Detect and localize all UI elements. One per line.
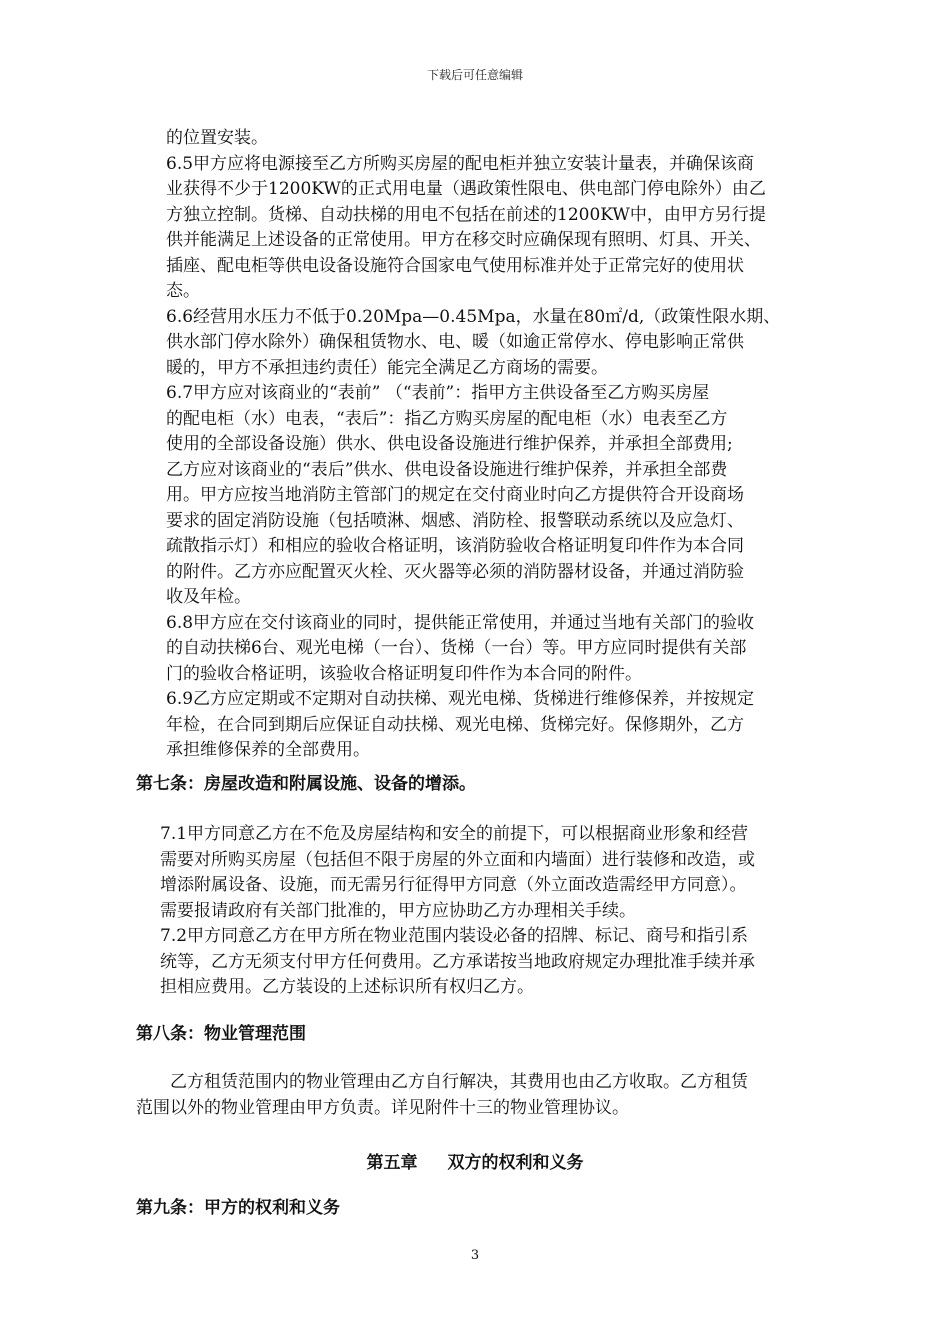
text-line: 业获得不少于1200KW的正式用电量（遇政策性限电、供电部门停电除外）由乙 [166, 179, 766, 199]
text-line: 6.5甲方应将电源接至乙方所购买房屋的配电柜并独立安装计量表，并确保该商 [166, 153, 755, 174]
text-line: 门的验收合格证明，该验收合格证明复印件作为本合同的附件。 [166, 663, 642, 684]
text-line: 的自动扶梯6台、观光电梯（一台）、货梯（一台）等。甲方应同时提供有关部 [166, 638, 747, 658]
text-line: 统等，乙方无须支付甲方任何费用。乙方承诺按当地政府规定办理批准手续并承 [160, 951, 755, 972]
section-6-clauses [136, 126, 836, 764]
text-line: 疏散指示灯）和相应的验收合格证明，该消防验收合格证明复印件作为本合同 [166, 536, 744, 556]
text-line: 7.1甲方同意乙方在不危及房屋结构和安全的前提下，可以根据商业形象和经营 [160, 824, 749, 844]
text-line: 年检，在合同到期后应保证自动扶梯、观光电梯、货梯完好。保修期外，乙方 [166, 714, 744, 735]
text-line: 的配电柜（水）电表，“表后”：指乙方购买房屋的配电柜（水）电表至乙方 [166, 408, 728, 429]
page-header: 下载后可任意编辑 [426, 68, 523, 82]
text-line: 需要对所购买房屋（包括但不限于房屋的外立面和内墙面）进行装修和改造，或 [160, 849, 755, 870]
text-line: 担相应费用。乙方装设的上述标识所有权归乙方。 [160, 977, 534, 997]
text-line: 7.2甲方同意乙方在甲方所在物业范围内装设必备的招牌、标记、商号和指引系 [160, 926, 749, 946]
text-line: 6.9乙方应定期或不定期对自动扶梯、观光电梯、货梯进行维修保养，并按规定 [166, 689, 755, 709]
text-line: 方独立控制。货梯、自动扶梯的用电不包括在前述的1200KW中，由甲方另行提 [166, 204, 766, 225]
text-line: 6.6经营用水压力不低于0.20Mpa—0.45Mpa，水量在80㎡/d,（政策性限水期、 [166, 306, 781, 327]
text-line: 态。 [166, 281, 200, 301]
chapter-number: 第五章 [366, 1153, 418, 1173]
article-8-heading: 第八条：物业管理范围 [136, 1024, 306, 1044]
chapter-title [0, 1148, 950, 1173]
article-9-heading: 第九条：甲方的权利和义务 [136, 1198, 340, 1218]
text-line: 6.8甲方应在交付该商业的同时，提供能正常使用，并通过当地有关部门的验收 [166, 612, 755, 633]
text-line: 承担维修保养的全部费用。 [166, 740, 370, 760]
article-8-paragraph [136, 1070, 836, 1121]
text-line: 供并能满足上述设备的正常使用。甲方在移交时应确保现有照明、灯具、开关、 [166, 230, 761, 250]
page-number: 3 [470, 1248, 480, 1263]
text-line: 要求的固定消防设施（包括喷淋、烟感、消防栓、报警联动系统以及应急灯、 [166, 510, 744, 531]
text-line: 的附件。乙方亦应配置灭火栓、灭火器等必须的消防器材设备，并通过消防验 [166, 561, 744, 582]
text-line: 乙方租赁范围内的物业管理由乙方自行解决，其费用也由乙方收取。乙方租赁 [170, 1072, 748, 1092]
text-line: 供水部门停水除外）确保租赁物水、电、暖（如逾正常停水、停电影响正常供 [166, 332, 744, 352]
article-7-clauses [136, 822, 836, 1001]
text-line: 暖的，甲方不承担违约责任）能完全满足乙方商场的需要。 [166, 357, 608, 378]
text-line: 增添附属设备、设施，而无需另行征得甲方同意（外立面改造需经甲方同意）。 [160, 875, 747, 895]
text-line: 使用的全部设备设施）供水、供电设备设施进行维护保养，并承担全部费用; [166, 434, 733, 454]
chapter-name: 双方的权利和义务 [447, 1153, 584, 1173]
text-line: 范围以外的物业管理由甲方负责。详见附件十三的物业管理协议。 [136, 1097, 629, 1118]
text-line: 6.7甲方应对该商业的“表前” （“表前”：指甲方主供设备至乙方购买房屋 [166, 383, 710, 403]
article-7-heading: 第七条：房屋改造和附属设施、设备的增添。 [136, 774, 476, 794]
text-line: 插座、配电柜等供电设备设施符合国家电气使用标准并处于正常完好的使用状 [166, 255, 744, 276]
text-line: 乙方应对该商业的“表后”供水、供电设备设施进行维护保养，并承担全部费 [166, 459, 728, 480]
text-line: 用。甲方应按当地消防主管部门的规定在交付商业时向乙方提供符合开设商场 [166, 485, 744, 505]
text-line: 收及年检。 [166, 587, 251, 607]
text-line: 的位置安装。 [166, 128, 268, 148]
text-line: 需要报请政府有关部门批准的，甲方应协助乙方办理相关手续。 [160, 900, 636, 921]
